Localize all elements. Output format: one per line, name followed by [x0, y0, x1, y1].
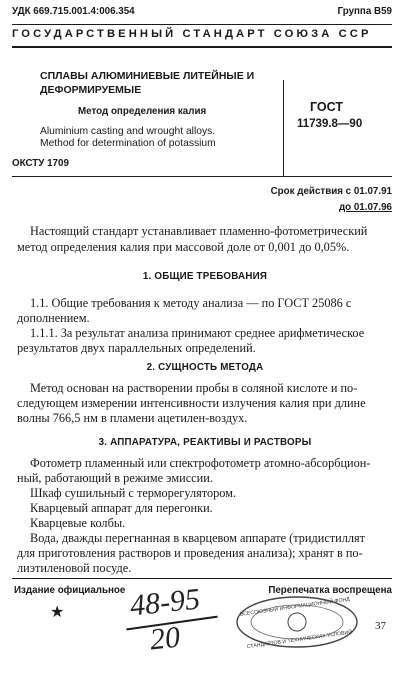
standard-title: ГОСУДАРСТВЕННЫЙ СТАНДАРТ СОЮЗА ССР: [12, 28, 372, 40]
section3-line7: для приготовления растворов и проведения анализа); хранят в по-: [17, 546, 363, 560]
under-title-rule: [12, 46, 392, 48]
star-mark: ★: [50, 604, 65, 621]
section3-line6: Вода, дважды перегнанная в кварцевом аппарате (тридистиллят: [30, 531, 366, 545]
section3-line3: Шкаф сушильный с терморегулятором.: [30, 486, 237, 500]
official-edition: Издание официальное: [14, 585, 126, 596]
doc-title-line1: СПЛАВЫ АЛЮМИНИЕВЫЕ ЛИТЕЙНЫЕ И: [40, 70, 255, 82]
section3-line4: Кварцевый аппарат для перегонки.: [30, 501, 213, 515]
section1-p2-line1: 1.1.1. За результат анализа принимают среднее арифметическое: [30, 326, 365, 340]
library-stamp: [234, 594, 360, 650]
intro-line1: Настоящий стандарт устанавливает пламенно-фотометрический: [30, 224, 368, 238]
section1-p1-line1: 1.1. Общие требования к методу анализа — по ГОСТ 25086 с: [30, 296, 352, 310]
section3-line5: Кварцевые колбы.: [30, 516, 126, 530]
validity-to: до 01.07.96: [338, 202, 392, 213]
section2-line3: волны 766,5 нм в пламени ацетилен-воздух.: [17, 411, 248, 425]
section2-heading: 2. СУЩНОСТЬ МЕТОДА: [146, 362, 264, 373]
section2-line2: следующем измерении интенсивности излучения калия при длине: [17, 396, 366, 410]
title-block-vertical-rule: [283, 80, 284, 176]
validity-from: Срок действия с 01.07.91: [270, 186, 392, 197]
handwritten-number: 20: [148, 620, 182, 657]
group-code: Группа В59: [337, 6, 392, 17]
section3-line1: Фотометр пламенный или спектрофотометр атомно-абсорбцион-: [30, 456, 371, 470]
top-rule: [12, 24, 392, 25]
gost-label: ГОСТ: [310, 100, 343, 114]
udk-code: УДК 669.715.001.4:006.354: [12, 6, 135, 17]
svg-text:ВСЕСОЮЗНЫЙ ИНФОРМАЦИОННЫЙ ФОНД: ВСЕСОЮЗНЫЙ ИНФОРМАЦИОННЫЙ ФОНД: [239, 596, 351, 618]
section3-line8: лиэтиленовой посуде.: [17, 561, 132, 575]
svg-text:СТАНДАРТОВ И ТЕХНИЧЕСКИХ УСЛОВ: СТАНДАРТОВ И ТЕХНИЧЕСКИХ УСЛОВИЙ: [246, 629, 353, 650]
okstu-code: ОКСТУ 1709: [12, 158, 69, 169]
doc-subtitle: Метод определения калия: [78, 106, 207, 117]
block-divider-rule: [12, 176, 392, 177]
reprint-prohibited: Перепечатка воспрещена: [268, 585, 392, 596]
section3-heading: 3. АППАРАТУРА, РЕАКТИВЫ И РАСТВОРЫ: [98, 437, 312, 448]
handwritten-annotation: 48-95: [128, 582, 202, 623]
intro-line2: метод определения калия при массовой доле от 0,001 до 0,05%.: [17, 240, 350, 254]
page-number: 37: [375, 620, 386, 632]
english-title-line1: Aluminium casting and wrought alloys.: [40, 126, 216, 137]
english-title-line2: Method for determination of potassium: [40, 138, 216, 149]
footer-rule: [12, 578, 392, 579]
section1-p1-line2: дополнением.: [17, 311, 90, 325]
section2-line1: Метод основан на растворении пробы в соляной кислоте и по-: [30, 381, 358, 395]
gost-number: 11739.8—90: [297, 118, 363, 130]
doc-title-line2: ДЕФОРМИРУЕМЫЕ: [40, 84, 142, 96]
section1-p2-line2: результатов двух параллельных определений.: [17, 341, 256, 355]
section3-line2: ный, работающий в режиме эмиссии.: [17, 471, 213, 485]
section1-heading: 1. ОБЩИЕ ТРЕБОВАНИЯ: [142, 271, 268, 282]
